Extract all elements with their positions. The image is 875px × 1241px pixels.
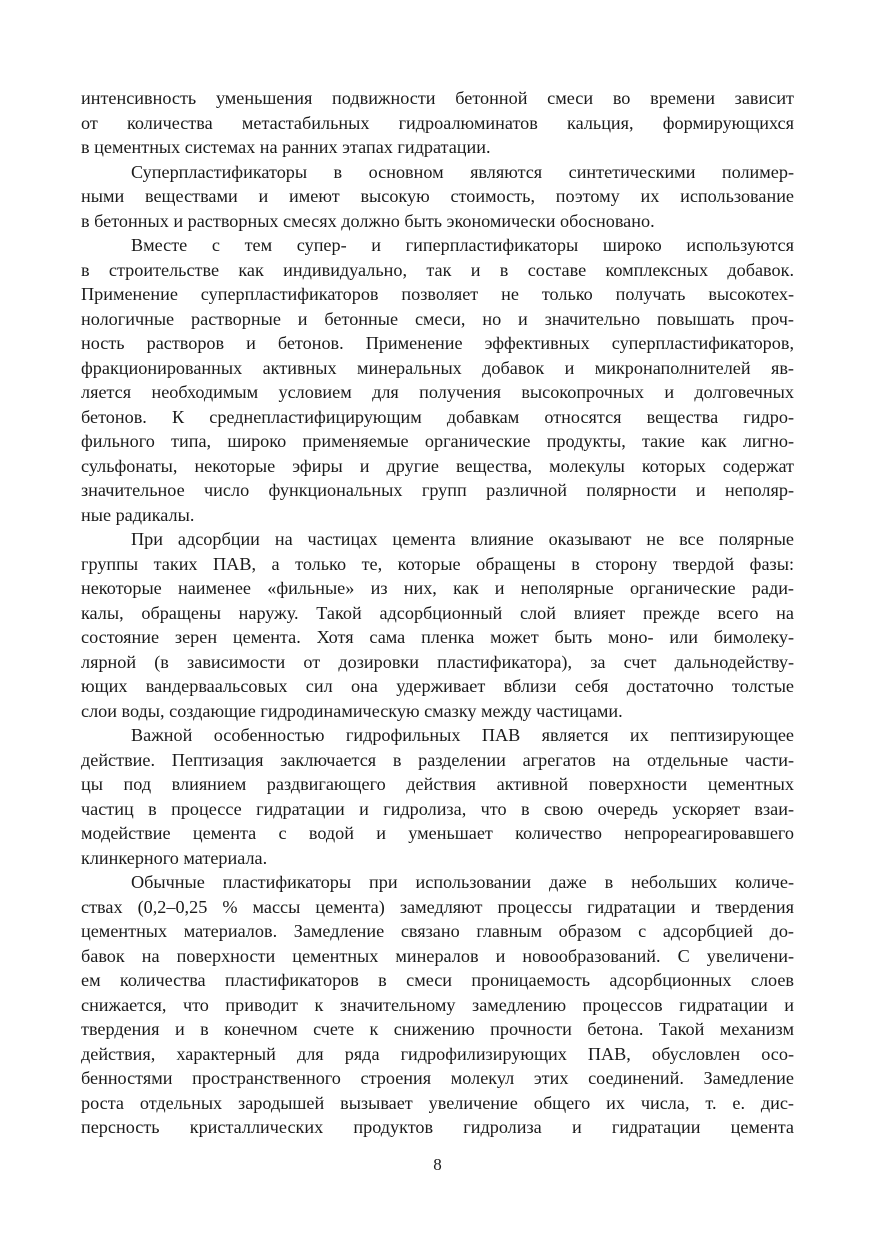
text-line: калы, обращены наружу. Такой адсорбционный слой влияет прежде всего на [81, 602, 794, 623]
text-line: Вместе с тем супер- и гиперпластификаторы широко используются [131, 235, 794, 255]
text-line: Применение суперпластификаторов позволяет не только получать высокотех- [81, 284, 794, 304]
text-line: снижается, что приводит к значительному замедлению процессов гидратации и [81, 994, 794, 1015]
text-line: ные радикалы. [81, 504, 195, 525]
text-line: ляется необходимым условием для получения высокопрочных и долговечных [81, 382, 794, 402]
text-line: частиц в процессе гидратации и гидролиза, что в свою очередь ускоряет взаи- [81, 798, 794, 819]
text-line: нологичные растворные и бетонные смеси, но и значительно повышать проч- [81, 308, 794, 329]
text-line: ем количества пластификаторов в смеси проницаемость адсорбционных слоев [81, 970, 794, 990]
text-line: фракционированных активных минеральных добавок и микронаполнителей яв- [81, 357, 794, 378]
text-line: Важной особенностью гидрофильных ПАВ является их пептизирующее [131, 725, 794, 745]
text-line: клинкерного материала. [81, 847, 268, 868]
text-line: ными веществами и имеют высокую стоимость, поэтому их использование [81, 186, 794, 206]
text-line: в строительстве как индивидуально, так и в составе комплексных добавок. [81, 259, 794, 280]
text-line: бетонов. К среднепластифицирующим добавкам относятся вещества гидро- [81, 406, 794, 427]
text-line: некоторые наименее «фильные» из них, как и неполярные органические ради- [81, 578, 794, 598]
text-line: группы таких ПАВ, а только те, которые обращены в сторону твердой фазы: [81, 553, 794, 574]
text-line: слои воды, создающие гидродинамическую смазку между частицами. [81, 700, 623, 721]
text-line: действие. Пептизация заключается в разделении агрегатов на отдельные части- [81, 749, 794, 770]
paragraph [81, 233, 794, 527]
text-line: в бетонных и растворных смесях должно быть экономически обосновано. [81, 210, 655, 231]
text-line: сульфонаты, некоторые эфиры и другие вещества, молекулы которых содержат [81, 455, 794, 476]
text-line: от количества метастабильных гидроалюминатов кальция, формирующихся [81, 112, 794, 133]
page-body [81, 86, 794, 1140]
text-line: ность растворов и бетонов. Применение эффективных суперпластификаторов, [81, 333, 794, 353]
text-line: интенсивность уменьшения подвижности бетонной смеси во времени зависит [81, 88, 794, 108]
text-line: состояние зерен цемента. Хотя сама пленка может быть моно- или бимолеку- [81, 627, 794, 647]
text-line: При адсорбции на частицах цемента влияние оказывают не все полярные [131, 529, 794, 549]
text-line: значительное число функциональных групп различной полярности и неполяр- [81, 480, 794, 500]
text-line: Суперпластификаторы в основном являются синтетическими полимер- [131, 161, 794, 182]
paragraph [81, 86, 794, 160]
text-line: бенностями пространственного строения молекул этих соединений. Замедление [81, 1068, 794, 1088]
text-line: персность кристаллических продуктов гидролиза и гидратации цемента [81, 1117, 794, 1137]
text-line: фильного типа, широко применяемые органические продукты, такие как лигно- [81, 431, 794, 451]
paragraph [81, 160, 794, 234]
paragraph [81, 870, 794, 1140]
text-line: бавок на поверхности цементных минералов и новообразований. С увеличени- [81, 945, 794, 966]
text-line: в цементных системах на ранних этапах гидратации. [81, 137, 491, 157]
text-line: лярной (в зависимости от дозировки пластификатора), за счет дальнодейству- [81, 651, 794, 672]
text-line: цементных материалов. Замедление связано главным образом с адсорбцией до- [81, 921, 794, 941]
text-line: ствах (0,2–0,25 % массы цемента) замедляют процессы гидратации и твердения [81, 896, 794, 917]
text-line: твердения и в конечном счете к снижению прочности бетона. Такой механизм [81, 1019, 794, 1039]
text-line: роста отдельных зародышей вызывает увеличение общего их числа, т. е. дис- [81, 1092, 794, 1113]
text-line: модействие цемента с водой и уменьшает количество непрореагировавшего [81, 823, 794, 843]
text-line: ющих вандерваальсовых сил она удерживает вблизи себя достаточно толстые [81, 676, 794, 696]
page-number: 8 [433, 1155, 442, 1174]
text-line: действия, характерный для ряда гидрофилизирующих ПАВ, обусловлен осо- [81, 1043, 794, 1064]
text-line: Обычные пластификаторы при использовании даже в небольших количе- [131, 872, 794, 892]
text-line: цы под влиянием раздвигающего действия активной поверхности цементных [81, 774, 794, 794]
paragraph [81, 723, 794, 870]
paragraph [81, 527, 794, 723]
